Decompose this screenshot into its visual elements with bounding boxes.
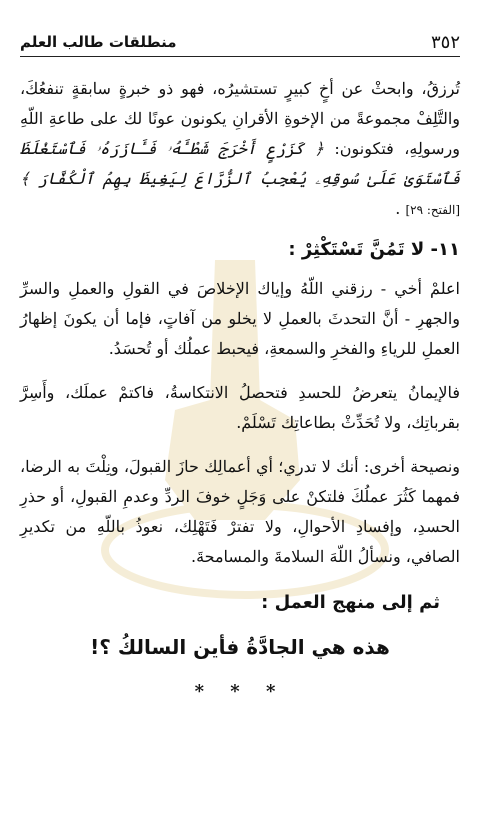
section-divider: * * * (194, 681, 286, 702)
closing-heading: ثم إلى منهج العمل : (261, 592, 440, 613)
page-number: ٣٥٢ (430, 31, 460, 53)
page-header (20, 28, 460, 57)
closing-question: هذه هي الجادَّةُ فأين السالكُ ؟! (90, 635, 390, 659)
paragraph (20, 74, 460, 225)
verse-reference: [الفتح: ٢٩] (405, 203, 460, 217)
section-heading: ١١- لا تَمُنَّ تَسْتَكْثِرْ : (288, 239, 460, 260)
book-title: منطلقات طالب العلم (20, 33, 177, 51)
paragraph-end: . (395, 199, 406, 218)
page-content (20, 74, 460, 702)
paragraph-text: تُرزقُ، وابحثْ عن أخٍ كبيرٍ تستشيرُه، فهو ذو خبرةٍ سابقةٍ تنفعُكَ، والتَّلِفْ مجموعةً من الإخوةِ الأقرانِ يكونون عونًا لك على طاعةِ اللّهِ ورسولِهِ، فتكونون: (20, 79, 460, 158)
paragraph: اعلمْ أخي - رزقني اللّهُ وإياك الإخلاصَ في القولِ والعملِ والسرِّ والجهرِ - أنَّ التحدثَ بالعملِ لا يخلو من آفاتٍ، فإما أن يكونَ إظهارُ العملِ للرياءِ والفخرِ والسمعةِ، فيحبط عملُك أو تُحسَدُ. (20, 279, 460, 358)
paragraph: فالإيمانُ يتعرضُ للحسدِ فتحصلُ الانتكاسةُ، فاكتمْ عملَك، وأَسِرَّ بقرباتِك، ولا تُحَدِّثْ بطاعاتِك تَسْلَمْ. (20, 383, 460, 432)
paragraph: ونصيحة أخرى: أنك لا تدري؛ أي أعمالِك حازَ القبولَ، ونِلْتَ به الرضا، فمهما كَثُرَ عملُكَ فلتكنْ على وَجَلٍ خوفَ الردِّ وعدمِ القبولِ، أو حذرِ الحسدِ، وإفسادِ الأحوالِ، ولا تفترْ فَتَهْلِك، نعوذُ باللّهِ من تكديرِ الصافي، ونسألُ اللّهَ السلامةَ والمسامحةَ. (20, 457, 460, 566)
quran-verse: ﴿ كَزَرْعٍ أَخْرَجَ شَطْـَٔهُۥ فَـَٔازَرَهُۥ فَٱسْتَغْلَظَ فَٱسْتَوَىٰ عَلَىٰ سُوقِهِۦ يُعْجِبُ ٱلزُّرَّاعَ لِيَغِيظَ بِهِمُ ٱلْكُفَّارَ ﴾ (20, 139, 460, 188)
